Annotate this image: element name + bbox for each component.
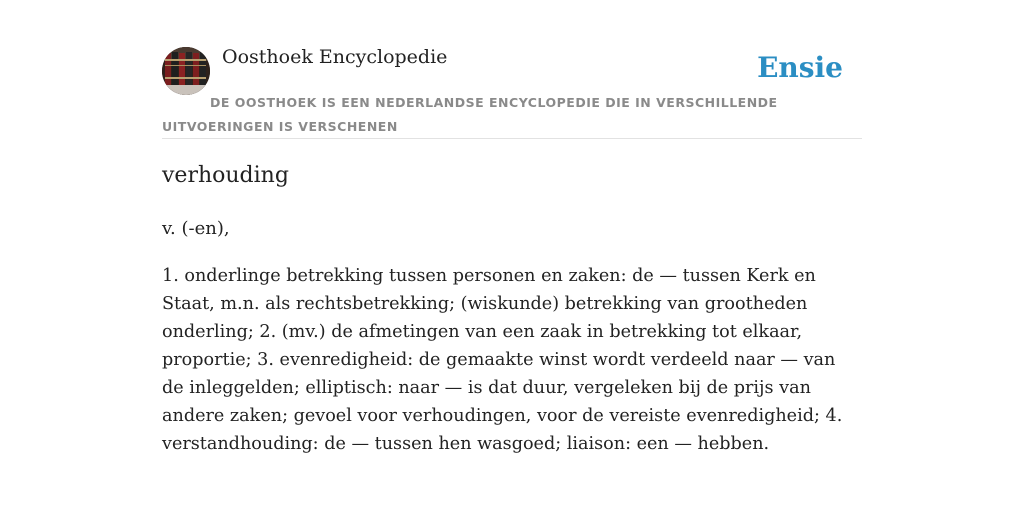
encyclopedia-books-icon[interactable] [162,47,210,95]
divider [162,138,862,139]
page-title: verhouding [162,163,289,188]
brand-logo[interactable]: Ensie [757,51,843,84]
definition-text: 1. onderlinge betrekking tussen personen en zaken: de — tussen Kerk en Staat, m.n. als rechtsbetrekking; (wiskunde) betrekking van grootheden onderling; 2. (mv.) de afmetingen van een zaak in betrekking tot elkaar, proportie; 3. evenredigheid: de gemaakte winst wordt verdeeld naar — van de inleggelden; elliptisch: naar — is dat duur, vergeleken bij de prijs van andere zaken; gevoel voor verhoudingen, voor de vereiste evenredigheid; 4. verstandhouding: de — tussen hen wasgoed; liaison: een — hebben. [162,266,843,454]
grammar-info: v. (-en), [162,218,230,239]
source-name[interactable]: Oosthoek Encyclopedie [222,46,448,68]
tagline: DE OOSTHOEK IS EEN NEDERLANDSE ENCYCLOPEDIE DIE IN VERSCHILLENDE UITVOERINGEN IS VERSCHENEN [162,95,778,134]
